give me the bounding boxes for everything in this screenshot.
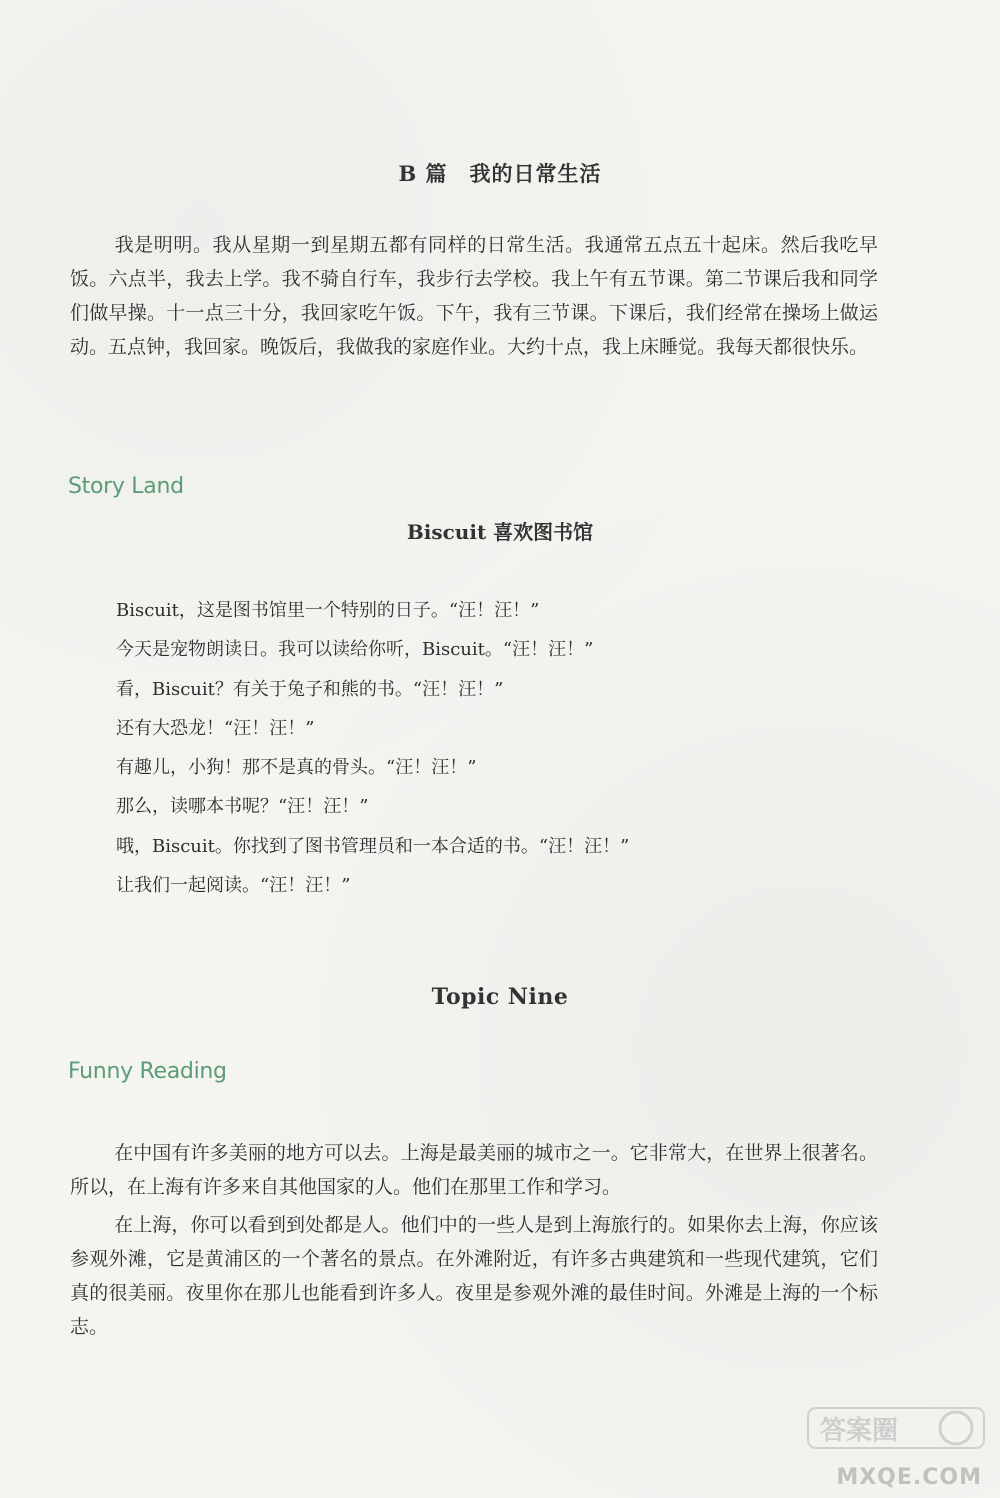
funny-reading-text-1: 在中国有许多美丽的地方可以去。上海是最美丽的城市之一。它非常大，在世界上很著名。所以，在上海有许多来自其他国家的人。他们在那里工作和学习。: [70, 1142, 878, 1198]
story-line: 那么，读哪本书呢？“汪！汪！”: [116, 796, 369, 818]
section-b-title: B 篇 我的日常生活: [398, 161, 602, 186]
watermark-logo-text: 答案圈: [820, 1416, 899, 1446]
story-lines: [116, 591, 876, 905]
story-line: 让我们一起阅读。“汪！汪！”: [116, 875, 351, 897]
story-line: 有趣儿，小狗！那不是真的骨头。“汪！汪！”: [116, 757, 477, 779]
story-line: 哦，Biscuit。你找到了图书管理员和一本合适的书。“汪！汪！”: [116, 835, 630, 857]
story-line: Biscuit，这是图书馆里一个特别的日子。“汪！汪！”: [116, 600, 540, 621]
topic-title: Topic Nine: [431, 984, 569, 1010]
story-line: 还有大恐龙！“汪！汪！”: [116, 717, 315, 739]
story-land-label: Story Land: [68, 474, 184, 499]
funny-reading-paragraph-2: [70, 1208, 878, 1344]
watermark-site: MXQE.COM: [836, 1465, 982, 1490]
story-line: 看，Biscuit？有关于兔子和熊的书。“汪！汪！”: [116, 678, 504, 700]
story-title: Biscuit 喜欢图书馆: [406, 520, 594, 544]
story-line: 今天是宠物朗读日。我可以读给你听，Biscuit。“汪！汪！”: [116, 639, 594, 661]
funny-reading-text-2: 在上海，你可以看到到处都是人。他们中的一些人是到上海旅行的。如果你去上海，你应该参观外滩，它是黄浦区的一个著名的景点。在外滩附近，有许多古典建筑和一些现代建筑，它们真的很美丽。夜里你在那儿也能看到许多人。夜里是参观外滩的最佳时间。外滩是上海的一个标志。: [70, 1214, 878, 1338]
section-b-text: 我是明明。我从星期一到星期五都有同样的日常生活。我通常五点五十起床。然后我吃早饭。六点半，我去上学。我不骑自行车，我步行去学校。我上午有五节课。第二节课后我和同学们做早操。十一点三十分，我回家吃午饭。下午，我有三节课。下课后，我们经常在操场上做运动。五点钟，我回家。晚饭后，我做我的家庭作业。大约十点，我上床睡觉。我每天都很快乐。: [70, 234, 878, 358]
section-b-paragraph: [70, 228, 878, 364]
watermark-logo-icon: [806, 1402, 986, 1454]
watermark: [806, 1402, 986, 1490]
funny-reading-label: Funny Reading: [68, 1059, 227, 1084]
funny-reading-paragraph-1: [70, 1136, 878, 1204]
